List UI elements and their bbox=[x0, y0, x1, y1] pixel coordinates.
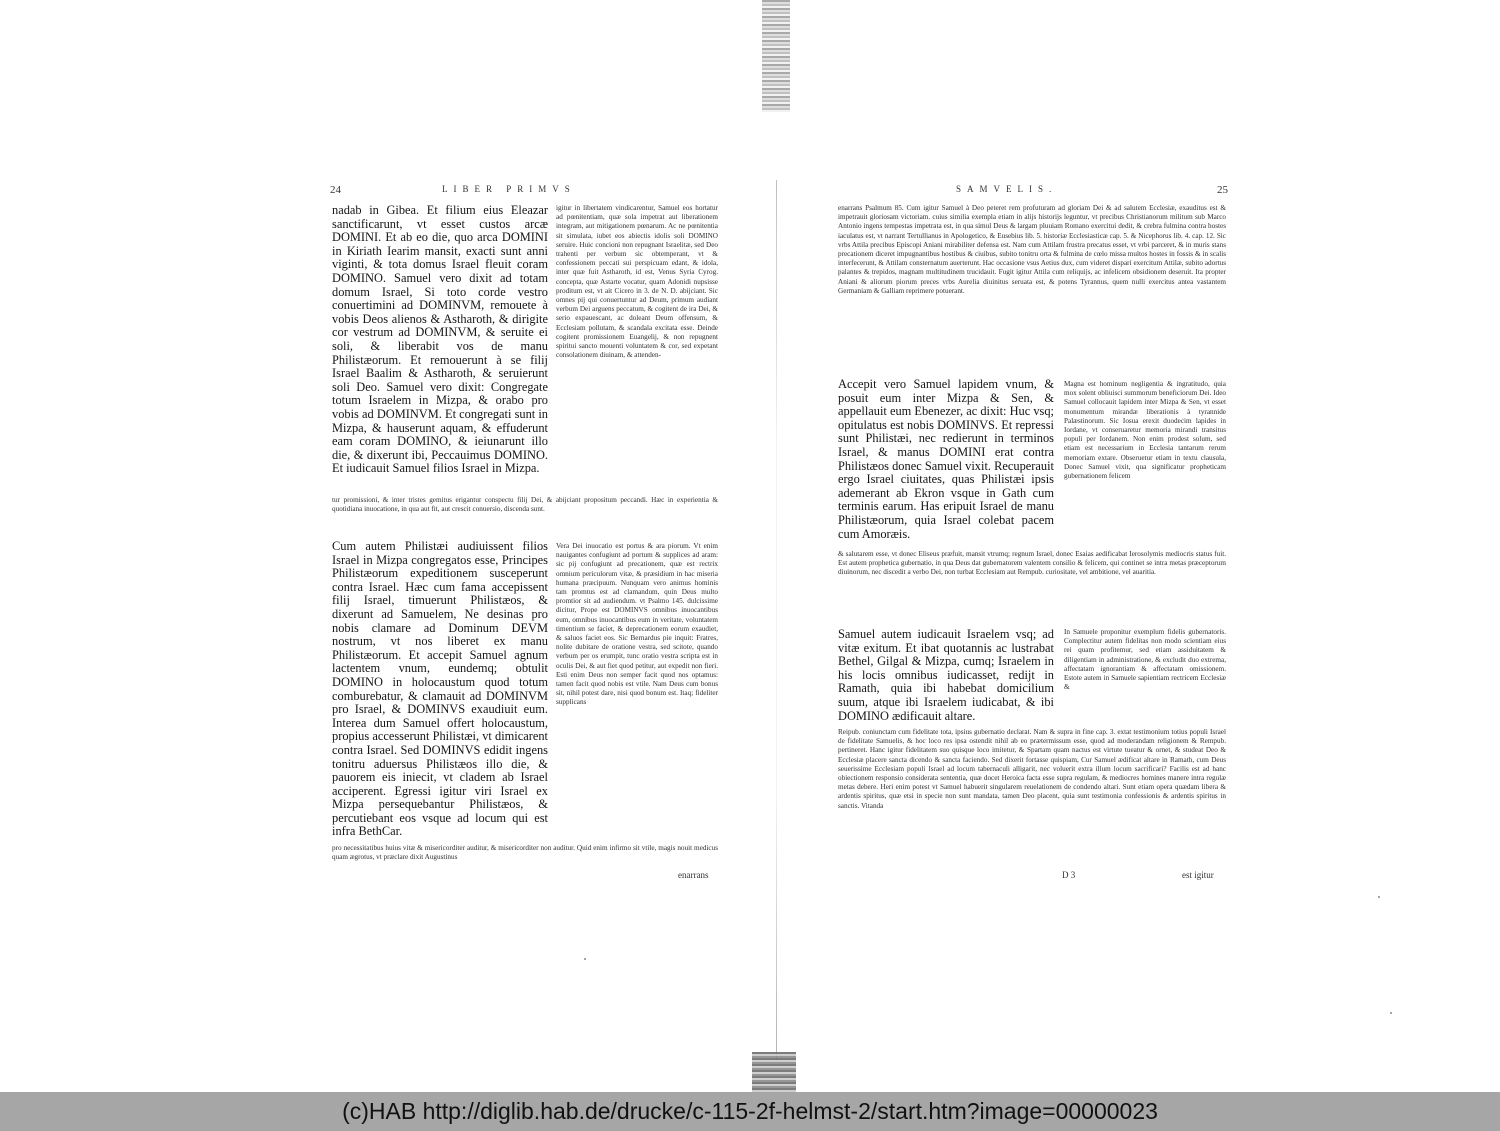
right-bottom-note: Reipub. coniunctam cum fidelitate tota, ipsius gubernatio declarat. Nam & supra in fine cap. 3. extat testimonium totius populi Israel de fidelitate Samuelis, & hoc loco res ipsa ostendit nihil ab eo prætermissum esse, quod ad moderandam religionem & Rempub. pertineret. Hanc igitur fidelitatem suo quisque loco imitetur, & Spartam quam nactus est virtute tueatur & ornet, & studeat Deo & Ecclesiæ placere sancta dicendo & sancta faciendo. Sed dixerit fortasse quispiam, Cur Samuel ædificat altare in Ramath, cum Deus seuerissime Ecclesiam populi Israel ad locum tabernaculi alligarit, nec voluerit extra illum locum sacrificari? Facilis est ad hanc obiectionem responsio considerata sententia, quæ docet Heroica facta esse supra regulam, & mediocres homines manere intra regulæ metas debere. Heri enim potest vt Samuel habuerit singularem reuelationem de condendo altari. Sunt etiam opera quædam libera & ardentis spiritus, quæ etsi in specie non sunt mandata, tamen Deo placent, quia sunt testimonia confessionis & ardentis spiritus in sanctis. Vitanda bbox=[838, 728, 1226, 810]
left-catchword: enarrans bbox=[678, 870, 709, 880]
spine-scan-top bbox=[762, 0, 790, 112]
right-running-title: SAMVELIS. bbox=[956, 184, 1058, 194]
left-marginal-note-top: igitur in libertatem vindicarentur, Samuel eos hortatur ad pœnitentiam, quæ sola impetrat aut liberationem integram, aut mitigationem pœnarum. Ac ne pœnitentia sit simulata, iubet eos abiectis idolis soli DOMINO seruire. Huic concioni non repugnant Israelitæ, sed Deo trahenti per verbum sic obtemperant, vt & confessionem peccati sui perspicuam edant, & idola, inter quæ fuit Astharoth, id est, Venus Syria Cyrog. concepta, quæ Astarte vocatur, quam Adonidi nupsisse proditum est, vt ait Cicero in 3. de N. D. abijciant. Sic omnes pij qui conuertuntur ad Deum, primum audiant verbum Dei arguens peccatum, & cogitent de ira Dei, & serio expauescant, ac doleant Deum offensum, & Ecclesiam pollutam, & scandala excitata esse. Deinde cogitent promissionem Euangelij, & non repugnent spiritui sancto mouenti voluntatem & cor, sed expetant consolationem diuinam, & attenden- bbox=[556, 204, 718, 360]
left-span-note: tur promissioni, & inter tristes gemitus erigantur conspectu filij Dei, & abijciant propositum peccandi. Hæc in experientia & quotidiana inuocatione, in qua aut fit, aut crescit conuersio, discenda sunt. bbox=[332, 496, 718, 514]
right-span-note: & salutarem esse, vt donec Eliseus præfuit, mansit vtrumq; regnum Israel, donec Esaias aedificabat Ierosolymis mediocris status fuit. Est autem prophetica gubernatio, in qua Deus dat gubernatorem valentem consilio & felicem, qui continet se intra metas præceptorum diuinorum, nec discedit a verbo Dei, non turbat Ecclesiam aut Rempub. curiositate, vel ambitione, vel auaritia. bbox=[838, 550, 1226, 577]
copyright-url-text: (c)HAB http://diglib.hab.de/drucke/c-115-2f-helmst-2/start.htm?image=00000023 bbox=[342, 1098, 1158, 1124]
left-bottom-note: pro necessitatibus huius vitæ & misericorditer auditur, & misericorditer non auditur. Quid enim infirmo sit vtile, magis nouit medicus quam ægrotus, vt præclare dixit Augustinus bbox=[332, 844, 718, 862]
scan-speck bbox=[1390, 1012, 1392, 1014]
spine-scan-bottom bbox=[752, 1052, 796, 1092]
left-marginal-note-bottom: Vera Dei inuocatio est portus & ara piorum. Vt enim nauigantes confugiunt ad portum & supplices ad aram: sic pij confugiunt ad precationem, quæ est rectrix omnium periculorum vitæ, & præsidium in hac miseria humana præcipuum. Nunquam vero animus hominis tam promtus est ad clamandum, quin Deus multo promtior sit ad audiendum. vt Psalmo 145. dulcissime dicitur, Prope est DOMINVS omnibus inuocantibus eum, omnibus inuocantibus eum in veritate, voluntatem timentium se faciet, & deprecationem eorum exaudiet, & saluos faciet eos. Sic Bernardus pie inquit: Fratres, nolite dubitare de oratione vestra, sed scitote, quando verbum per os erumpit, tunc oratio vestra scripta est in oculis Dei, & aut fiet quod petitur, aut expedit non fieri. Esti enim Deus non semper facit quod nos optamus: tamen facit quod nobis est vtile. Nam Deus cum bonus sit, nihil potest dare, nisi quod bonum est. Itaq; fideliter supplicans bbox=[556, 542, 718, 707]
left-running-title: LIBER PRIMVS bbox=[442, 184, 576, 194]
right-main-text-low: Samuel autem iudicauit Israelem vsq; ad vitæ exitum. Et ibat quotannis ac lustrabat Bethel, Gilgal & Mizpa, cumq; Israelem in his locis omnibus iudicasset, redijt in Ramath, quia ibi habebat domicilium suum, atque ibi Israelem iudicabat, & ibi DOMINO ædificauit altare. bbox=[838, 627, 1054, 723]
right-main-text-mid: Accepit vero Samuel lapidem vnum, & posuit eum inter Mizpa & Sen, & appellauit eum Ebenezer, ac dixit: Huc vsq; opitulatus est nobis DOMINVS. Et repressi sunt Philistæi, nec redierunt in terminos Israel, & manus DOMINI erat contra Philistæos donec Samuel vixit. Recuperauit ergo Israel ciuitates, quas Philistæi ipsis ademerant ab Ekron vsque in Gath cum terminis earum. Has eripuit Israel de manu Philistæorum, quia Israel colebat pacem cum Amoræis. bbox=[838, 377, 1054, 541]
scan-speck bbox=[584, 958, 586, 960]
left-page bbox=[330, 180, 722, 880]
book-gutter bbox=[776, 180, 777, 1060]
left-main-text-top: nadab in Gibea. Et filium eius Eleazar sanctificarunt, vt esset custos arcæ DOMINI. Et ab eo die, quo arca DOMINI in Kiriath Iearim mansit, exacti sunt anni viginti, & tota domus Israel fleuit coram DOMINO. Samuel vero dixit ad totam domum Israel, Si toto corde vestro conuertimini ad DOMINVM, remouete à vobis Deos alienos & Astharoth, & dirigite cor vestrum ad DOMINVM, & seruite ei soli, & liberabit vos de manu Philistæorum. Et remouerunt à se filij Israel Baalim & Astharoth, & seruierunt soli Deo. Samuel vero dixit: Congregate totum Israelem in Mizpa, & orabo pro vobis ad DOMINVM. Et congregati sunt in Mizpa, & hauserunt aquam, & effuderunt eam coram DOMINO, & ieiunarunt illo die, & dixerunt ibi, Peccauimus DOMINO. Et iudicauit Samuel filios Israel in Mizpa. bbox=[332, 203, 548, 476]
right-top-note: enarrans Psalmum 85. Cum igitur Samuel à Deo peteret rem profuturam ad gloriam Dei & ad salutem Ecclesiæ, exauditus est & impetrauit gloriosam victoriam. cuius similia exempla etiam in alijs historijs leguntur, vt precibus Christianorum militum sub Marco Antonio ingens tempestas impetrata est, in qua simul Deus & largam pluuiam Romano exercitui dedit, & crebra fulmina contra hostes iaculatus est, vt narrant Tertullianus in Apologetico, & Eusebius lib. 5. historiæ Ecclesiasticæ cap. 5. & Nicephorus lib. 4. cap. 12. Sic vrbs Attila precibus Episcopi Aniani mirabiliter defensa est. Nam cum Attilam frustra precatus esset, vt vrbi parceret, & in muris stans precationem diceret impugnantibus hostibus & ciuibus, subito tonitru orta & fulmina de cœlo missa multos hostes in fossis & in scalis interfecerunt, & Attilam consternatum auerterunt. Hac occasione vsus Aetius dux, cum videret dispari exercitum Attilæ, subito adortus palantes & trepidos, magnam multitudinem trucidauit. Fugit igitur Attila cum reliquijs, ac infelicem obsidionem deseruit. Ita propter Aniani & aliorum piorum preces vrbs Aurelia diuinitus seruata est, & potens Tyrannus, quem nulli exercitus antea vastantem Germaniam & Galliam reprimere potuerant. bbox=[838, 204, 1226, 295]
scan-speck bbox=[1378, 896, 1380, 898]
left-folio: 24 bbox=[330, 184, 341, 196]
right-marginal-note-low: In Samuele proponitur exemplum fidelis gubernatoris. Complectitur autem fidelitas non modo scientiam eius rei quam profitemur, sed etiam assiduitatem & diligentiam in administratione, & excludit duo extrema, affectatam ignorantiam & affectatam omissionem. Estote autem in Samuele sapientiam rectricem Ecclesiæ & bbox=[1064, 628, 1226, 692]
right-page bbox=[836, 180, 1228, 880]
copyright-footer-bar bbox=[0, 1092, 1500, 1131]
right-running-head bbox=[836, 180, 1228, 198]
right-catchword: est igitur bbox=[1182, 870, 1214, 880]
left-running-head bbox=[330, 180, 722, 198]
right-marginal-note-mid: Magna est hominum negligentia & ingratitudo, quia mox solent obliuisci summorum beneficiorum Dei. Ideo Samuel collocauit lapidem inter Mizpa & Sen, vt esset monumentum mirandæ liberationis à tyrannide Palæstinorum. Sic Iosua erexit duodecim lapides in Iordane, vt conseruaretur memoria mirandi transitus populi per Iordanem. Non enim prodest solum, sed etiam est necessarium in Ecclesia tantarum rerum memoriam extare. Obseruetur etiam in textu clausula, Donec Samuel vixit, qua significatur propheticam gubernationem felicem bbox=[1064, 380, 1226, 481]
right-signature: D 3 bbox=[1062, 870, 1076, 880]
left-main-text-bottom: Cum autem Philistæi audiuissent filios Israel in Mizpa congregatos esse, Principes Philistæorum expeditionem susceperunt contra Israel. Hæc cum fama accepissent filij Israel, timuerunt Philistæos, & dixerunt ad Samuelem, Ne desinas pro nobis clamare ad Dominum DEVM nostrum, vt nos liberet ex manu Philistæorum. Et accepit Samuel agnum lactentem vnum, eundemq; obtulit DOMINO in holocaustum quod totum comburebatur, & clamauit ad DOMINVM pro Israel, & DOMINVS exaudiuit eum. Interea dum Samuel offert holocaustum, propius accesserunt Philistæi, vt dimicarent contra Israel. Sed DOMINVS edidit ingens tonitru aduersus Philistæos illo die, & pauorem eis iniecit, vt cladem ab Israel acciperent. Egressi igitur viri Israel ex Mizpa persequebantur Philistæos, & percutiebant eos vsque ad locum qui est infra BethCar. bbox=[332, 539, 548, 839]
right-folio: 25 bbox=[1217, 184, 1228, 196]
